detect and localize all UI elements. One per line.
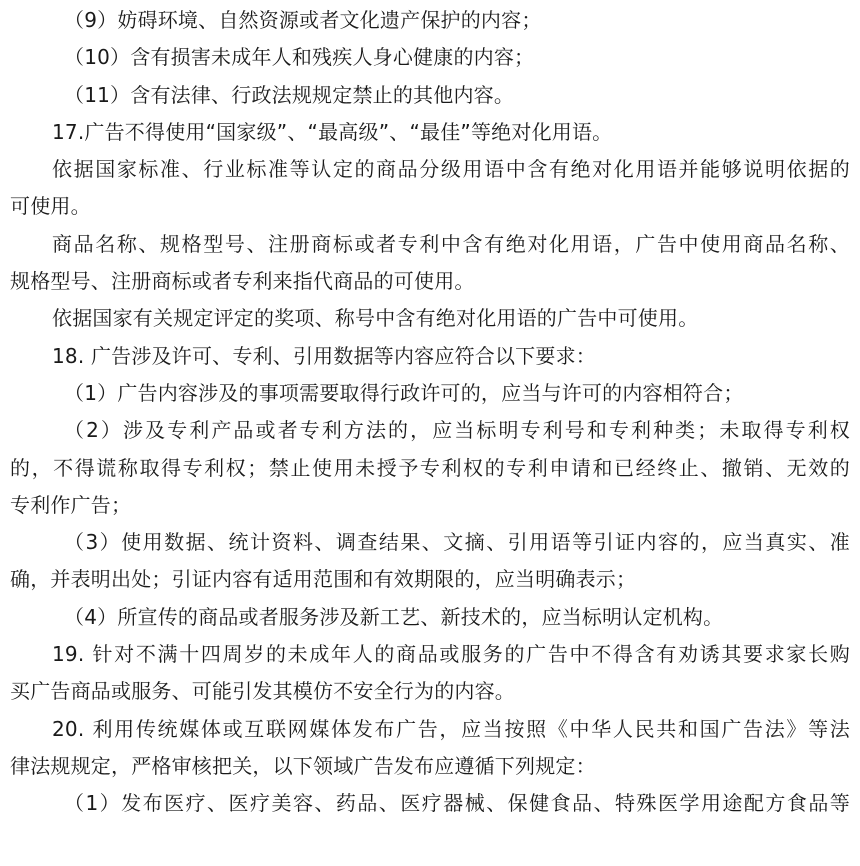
paragraph-line: 确，并表明出处；引证内容有适用范围和有效期限的，应当明确表示； (10, 567, 637, 592)
paragraph-line: 规格型号、注册商标或者专利来指代商品的可使用。 (10, 269, 475, 294)
paragraph-line: 依据国家标准、行业标准等认定的商品分级用语中含有绝对化用语并能够说明依据的 (52, 157, 850, 182)
list-item: （10）含有损害未成年人和残疾人身心健康的内容； (64, 45, 535, 70)
section-heading: 18. 广告涉及许可、专利、引用数据等内容应符合以下要求： (52, 343, 596, 368)
list-item: （2）涉及专利产品或者专利方法的，应当标明专利号和专利种类；未取得专利权 (64, 418, 850, 443)
section-heading: 20. 利用传统媒体或互联网媒体发布广告，应当按照《中华人民共和国广告法》等法 (52, 716, 850, 741)
paragraph-line: 专利作广告； (10, 492, 132, 517)
paragraph-line: 买广告商品或服务、可能引发其模仿不安全行为的内容。 (10, 679, 515, 704)
list-item: （4）所宣传的商品或者服务涉及新工艺、新技术的，应当标明认定机构。 (64, 604, 724, 629)
paragraph-line: 依据国家有关规定评定的奖项、称号中含有绝对化用语的广告中可使用。 (52, 306, 699, 331)
list-item: （3）使用数据、统计资料、调查结果、文摘、引用语等引证内容的，应当真实、准 (64, 530, 850, 555)
list-item: （1）发布医疗、医疗美容、药品、医疗器械、保健食品、特殊医学用途配方食品等 (64, 791, 850, 816)
paragraph-line: 商品名称、规格型号、注册商标或者专利中含有绝对化用语，广告中使用商品名称、 (52, 231, 850, 256)
paragraph-line: 的，不得谎称取得专利权；禁止使用未授予专利权的专利申请和已经终止、撤销、无效的 (10, 455, 850, 480)
list-item: （1）广告内容涉及的事项需要取得行政许可的，应当与许可的内容相符合； (64, 380, 744, 405)
section-heading: 17.广告不得使用“国家级”、“最高级”、“最佳”等绝对化用语。 (52, 119, 613, 144)
paragraph-line: 可使用。 (10, 194, 91, 219)
paragraph-line: 律法规规定，严格审核把关，以下领域广告发布应遵循下列规定： (10, 753, 596, 778)
section-heading: 19. 针对不满十四周岁的未成年人的商品或服务的广告中不得含有劝诱其要求家长购 (52, 642, 850, 667)
list-item: （9）妨碍环境、自然资源或者文化遗产保护的内容； (64, 8, 542, 32)
list-item: （11）含有法律、行政法规规定禁止的其他内容。 (64, 82, 515, 107)
